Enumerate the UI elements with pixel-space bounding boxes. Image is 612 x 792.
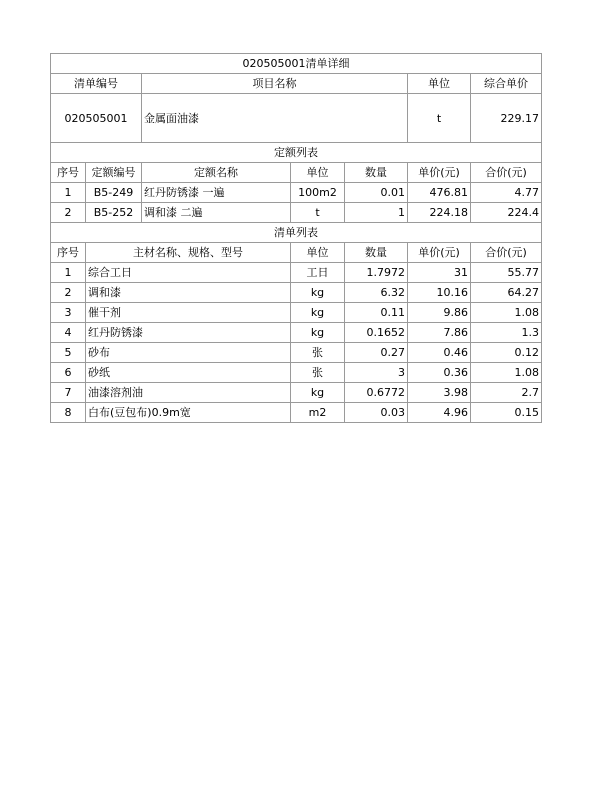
row-price: 4.96 — [408, 403, 471, 423]
row-total: 0.12 — [471, 343, 542, 363]
name-header: 项目名称 — [142, 74, 408, 94]
row-qty: 0.6772 — [345, 383, 408, 403]
item-unit: t — [408, 94, 471, 143]
code-header: 清单编号 — [51, 74, 142, 94]
item-code: 020505001 — [51, 94, 142, 143]
row-total: 2.7 — [471, 383, 542, 403]
material-col-price: 单价(元) — [408, 243, 471, 263]
row-name: 综合工日 — [86, 263, 291, 283]
table-row — [51, 303, 542, 323]
row-qty: 3 — [345, 363, 408, 383]
material-col-unit: 单位 — [291, 243, 345, 263]
price-header: 综合单价 — [471, 74, 542, 94]
row-unit: kg — [291, 323, 345, 343]
bill-detail-table — [50, 53, 542, 423]
table-row — [51, 363, 542, 383]
row-qty: 0.03 — [345, 403, 408, 423]
row-qty: 0.01 — [345, 183, 408, 203]
row-no: 2 — [51, 283, 86, 303]
row-name: 调和漆 — [86, 283, 291, 303]
table-row — [51, 383, 542, 403]
row-price: 0.46 — [408, 343, 471, 363]
row-price: 476.81 — [408, 183, 471, 203]
item-name: 金属面油漆 — [142, 94, 408, 143]
row-no: 2 — [51, 203, 86, 223]
material-header-row — [51, 243, 542, 263]
row-unit: t — [291, 203, 345, 223]
quota-col-code: 定额编号 — [86, 163, 142, 183]
row-qty: 1 — [345, 203, 408, 223]
table-row — [51, 403, 542, 423]
row-unit: 张 — [291, 343, 345, 363]
row-qty: 0.27 — [345, 343, 408, 363]
row-price: 0.36 — [408, 363, 471, 383]
row-total: 224.4 — [471, 203, 542, 223]
row-name: 油漆溶剂油 — [86, 383, 291, 403]
material-col-no: 序号 — [51, 243, 86, 263]
row-name: 白布(豆包布)0.9m宽 — [86, 403, 291, 423]
row-name: 红丹防锈漆 一遍 — [142, 183, 291, 203]
row-no: 1 — [51, 263, 86, 283]
page-title: 020505001清单详细 — [51, 54, 542, 74]
row-qty: 6.32 — [345, 283, 408, 303]
row-no: 1 — [51, 183, 86, 203]
row-name: 砂纸 — [86, 363, 291, 383]
quota-col-unit: 单位 — [291, 163, 345, 183]
table-row — [51, 323, 542, 343]
row-code: B5-249 — [86, 183, 142, 203]
quota-col-no: 序号 — [51, 163, 86, 183]
table-row — [51, 183, 542, 203]
row-name: 催干剂 — [86, 303, 291, 323]
row-qty: 0.1652 — [345, 323, 408, 343]
quota-col-total: 合价(元) — [471, 163, 542, 183]
row-name: 调和漆 二遍 — [142, 203, 291, 223]
row-unit: kg — [291, 303, 345, 323]
material-section-title: 清单列表 — [51, 223, 542, 243]
quota-section-title: 定额列表 — [51, 143, 542, 163]
row-no: 5 — [51, 343, 86, 363]
row-no: 3 — [51, 303, 86, 323]
row-price: 31 — [408, 263, 471, 283]
row-qty: 0.11 — [345, 303, 408, 323]
row-total: 64.27 — [471, 283, 542, 303]
row-unit: 张 — [291, 363, 345, 383]
row-price: 9.86 — [408, 303, 471, 323]
quota-col-name: 定额名称 — [142, 163, 291, 183]
row-total: 0.15 — [471, 403, 542, 423]
item-price: 229.17 — [471, 94, 542, 143]
row-unit: m2 — [291, 403, 345, 423]
quota-header-row — [51, 163, 542, 183]
table-row — [51, 343, 542, 363]
row-name: 砂布 — [86, 343, 291, 363]
row-total: 1.08 — [471, 363, 542, 383]
row-unit: kg — [291, 283, 345, 303]
row-total: 1.3 — [471, 323, 542, 343]
row-code: B5-252 — [86, 203, 142, 223]
row-price: 7.86 — [408, 323, 471, 343]
row-total: 55.77 — [471, 263, 542, 283]
row-unit: kg — [291, 383, 345, 403]
row-no: 6 — [51, 363, 86, 383]
unit-header: 单位 — [408, 74, 471, 94]
row-unit: 工日 — [291, 263, 345, 283]
quota-col-price: 单价(元) — [408, 163, 471, 183]
row-price: 3.98 — [408, 383, 471, 403]
table-row — [51, 283, 542, 303]
row-price: 10.16 — [408, 283, 471, 303]
row-name: 红丹防锈漆 — [86, 323, 291, 343]
table-row — [51, 203, 542, 223]
row-unit: 100m2 — [291, 183, 345, 203]
row-price: 224.18 — [408, 203, 471, 223]
quota-col-qty: 数量 — [345, 163, 408, 183]
table-row — [51, 263, 542, 283]
row-no: 4 — [51, 323, 86, 343]
row-total: 1.08 — [471, 303, 542, 323]
material-col-total: 合价(元) — [471, 243, 542, 263]
row-no: 7 — [51, 383, 86, 403]
row-qty: 1.7972 — [345, 263, 408, 283]
row-no: 8 — [51, 403, 86, 423]
material-col-qty: 数量 — [345, 243, 408, 263]
material-col-name: 主材名称、规格、型号 — [86, 243, 291, 263]
row-total: 4.77 — [471, 183, 542, 203]
